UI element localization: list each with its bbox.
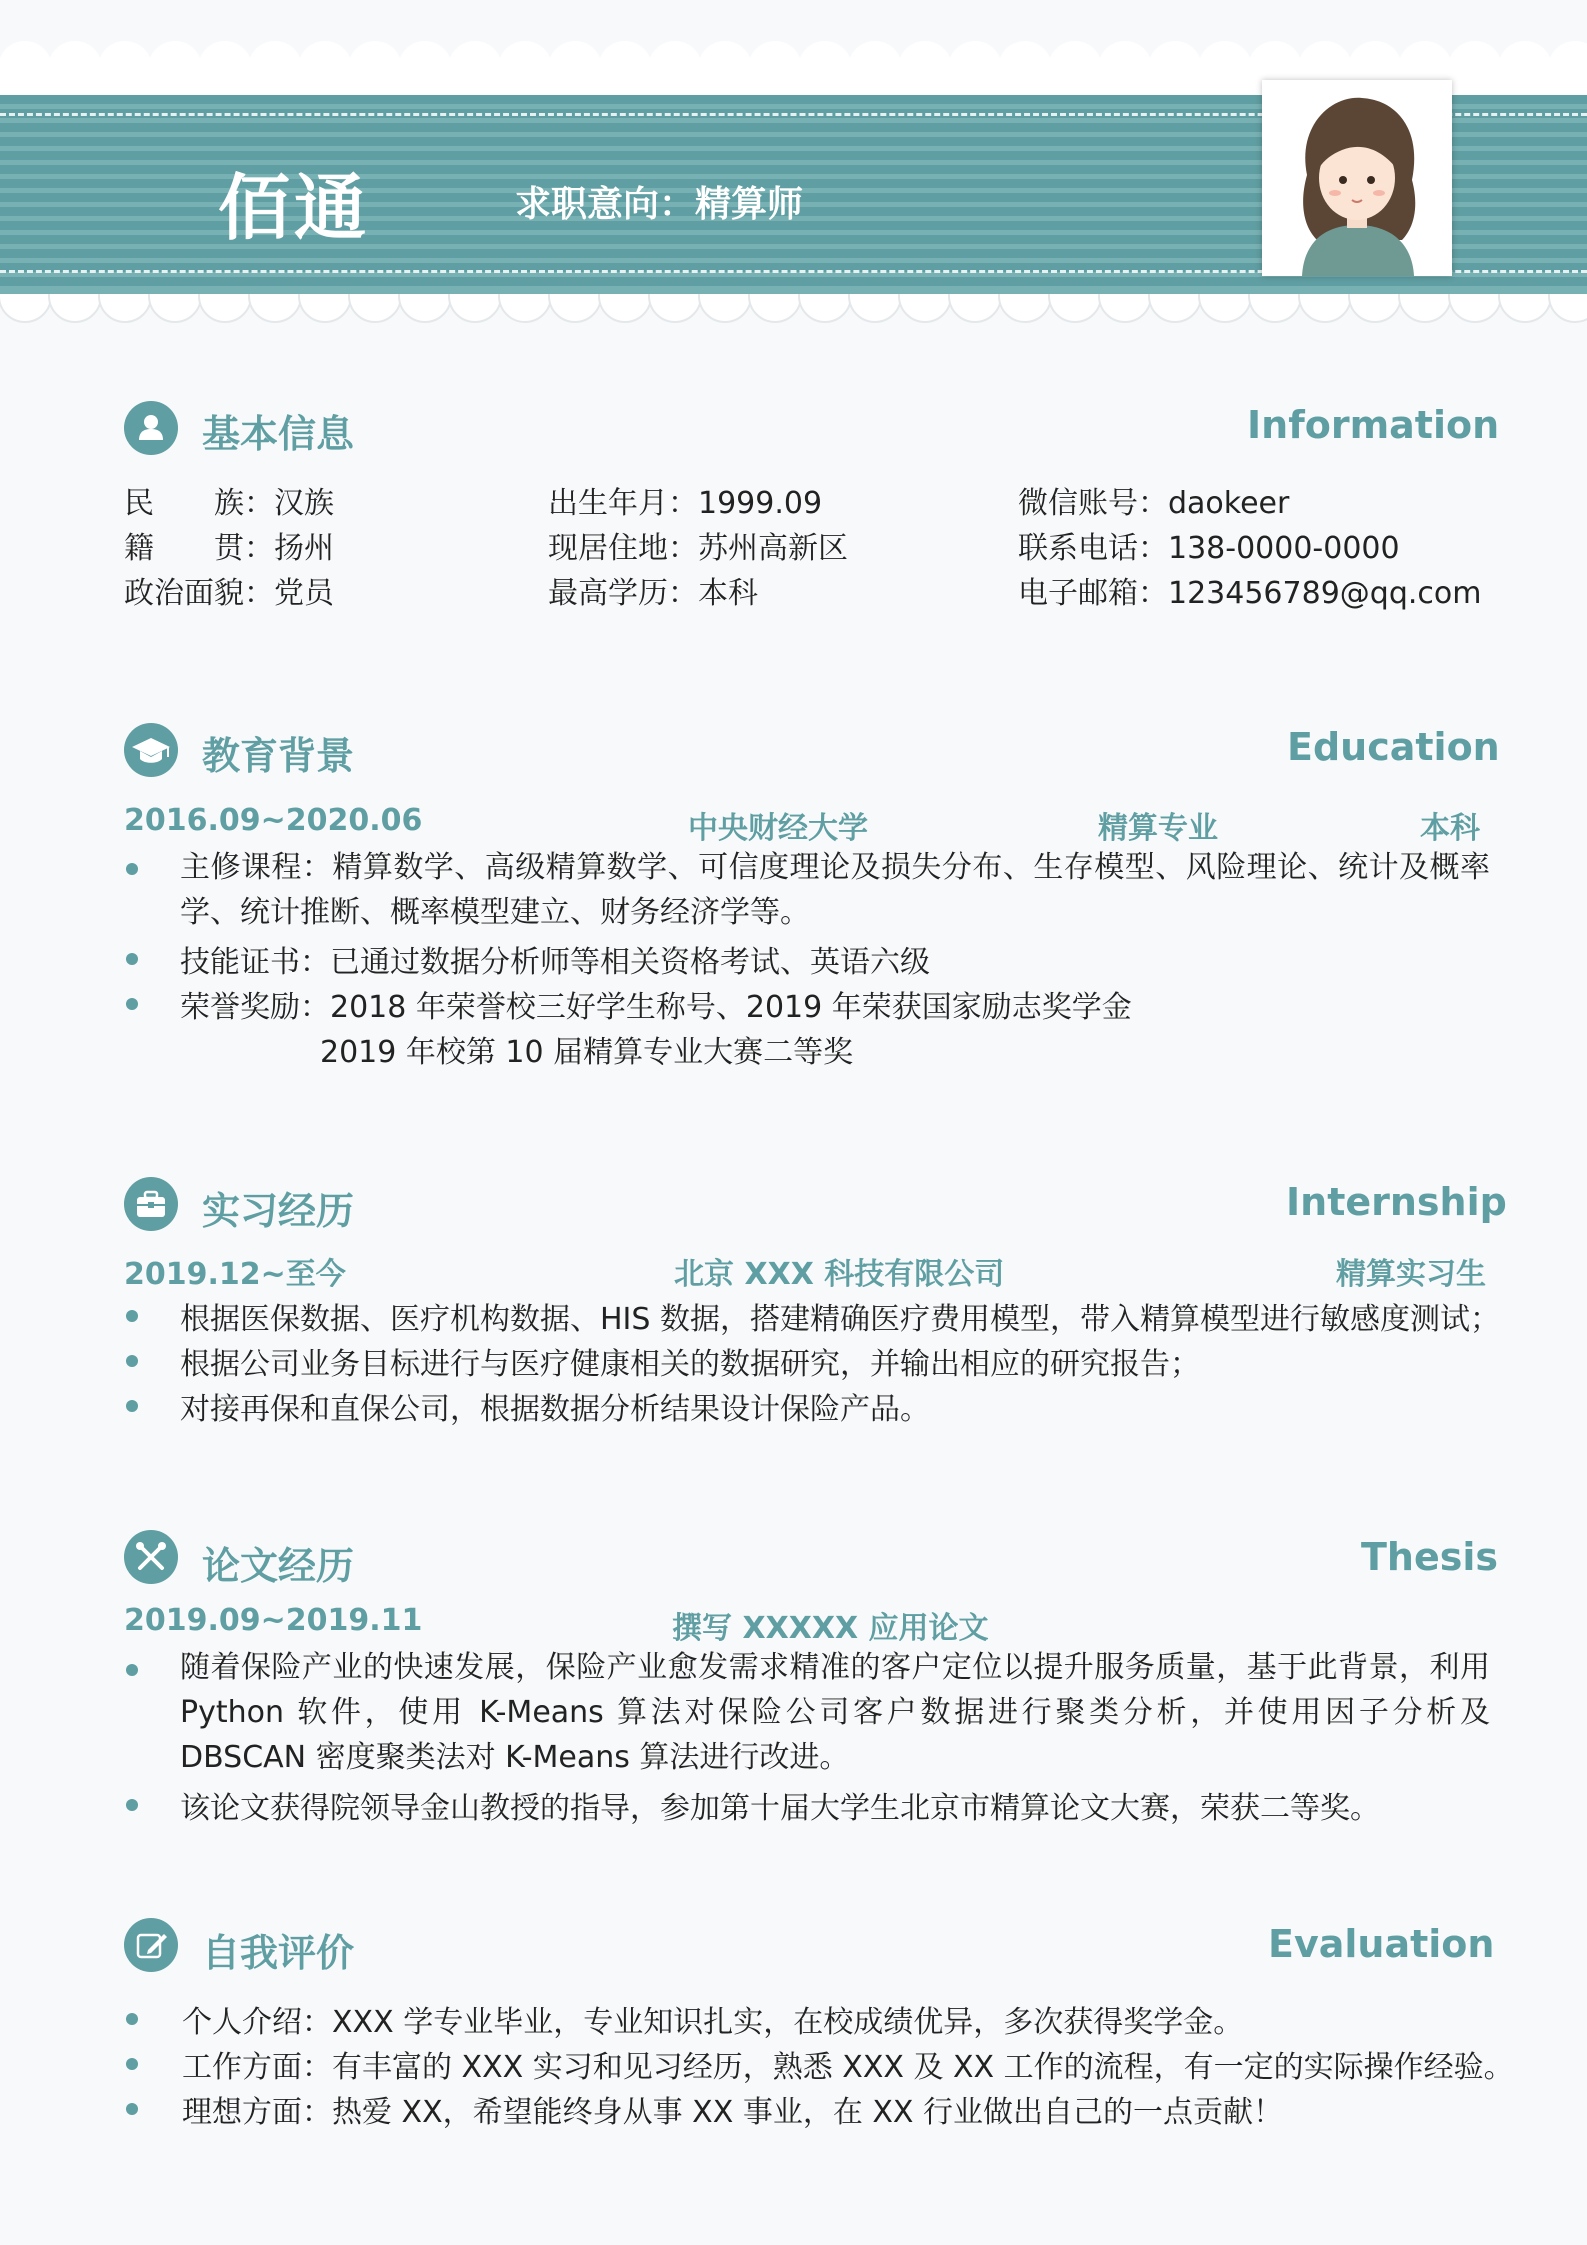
evaluation-item: 个人介绍：XXX 学专业毕业，专业知识扎实，在校成绩优异，多次获得奖学金。 [182,2005,1244,2040]
education-item-courses: 主修课程：精算数学、高级精算数学、可信度理论及损失分布、生存模型、风险理论、统计及概率学、统计推断、概率模型建立、财务经济学等。 [180,850,1490,930]
section-title-info: 基本信息 [202,412,355,456]
bullet-dot [126,1799,138,1811]
education-degree: 本科 [1420,811,1480,846]
bullet-dot [126,2058,138,2070]
internship-item: 根据公司业务目标进行与医疗健康相关的数据研究，并输出相应的研究报告； [180,1347,1200,1382]
edit-icon [124,1918,178,1972]
info-political: 政治面貌：党员 [124,576,334,611]
section-title-thesis-en: Thesis [1361,1535,1499,1579]
evaluation-item: 工作方面：有丰富的 XXX 实习和见习经历，熟悉 XXX 及 XX 工作的流程，有一定的实际操作经验。 [182,2050,1514,2085]
evaluation-item: 理想方面：热爱 XX，希望能终身从事 XX 事业，在 XX 行业做出自己的一点贡献！ [182,2095,1283,2130]
info-degree: 最高学历：本科 [548,576,758,611]
education-item-honors: 荣誉奖励：2018 年荣誉校三好学生称号、2019 年荣获国家励志奖学金 [180,990,1132,1025]
bullet-dot [126,1355,138,1367]
bullet-dot [126,1310,138,1322]
info-birth: 出生年月：1999.09 [548,486,823,521]
header-scallop-bottom [0,290,1587,352]
education-school: 中央财经大学 [688,811,868,846]
internship-role: 精算实习生 [1336,1257,1486,1292]
section-title-evaluation: 自我评价 [202,1931,355,1975]
info-ethnicity: 民 族：汉族 [124,486,334,521]
section-title-education-en: Education [1287,725,1500,769]
info-hometown: 籍 贯：扬州 [124,531,334,566]
education-major: 精算专业 [1098,811,1218,846]
info-wechat: 微信账号：daokeer [1018,486,1290,521]
education-item-certs: 技能证书：已通过数据分析师等相关资格考试、英语六级 [180,945,930,980]
info-residence: 现居住地：苏州高新区 [548,531,848,566]
info-email: 电子邮箱：123456789@qq.com [1018,576,1482,611]
section-title-internship: 实习经历 [202,1189,355,1233]
bullet-dot [126,998,138,1010]
bullet-dot [126,953,138,965]
bullet-dot [126,1400,138,1412]
job-intent: 求职意向：精算师 [515,184,804,225]
education-period: 2016.09~2020.06 [124,803,423,838]
thesis-item-abstract: 随着保险产业的快速发展，保险产业愈发需求精准的客户定位以提升服务质量，基于此背景，利用 Python 软件，使用 K-Means 算法对保险公司客户数据进行聚类分析，并使用因子分析及 DBSCAN 密度聚类法对 K-Means 算法进行改进。 [180,1650,1490,1775]
education-item-honors-extra: 2019 年校第 10 届精算专业大赛二等奖 [320,1035,854,1070]
thesis-period: 2019.09~2019.11 [124,1603,423,1638]
bullet-dot [126,863,138,875]
briefcase-icon [124,1177,178,1231]
user-icon [124,401,178,455]
candidate-name: 佰通 [218,166,371,250]
bullet-dot [126,2013,138,2025]
thesis-item-award: 该论文获得院领导金山教授的指导，参加第十届大学生北京市精算论文大赛，荣获二等奖。 [180,1791,1380,1826]
section-title-info-en: Information [1247,403,1500,447]
thesis-topic: 撰写 XXXXX 应用论文 [672,1611,989,1646]
graduation-cap-icon [124,723,178,777]
bullet-dot [126,2103,138,2115]
section-title-thesis: 论文经历 [202,1544,355,1588]
info-phone: 联系电话：138-0000-0000 [1018,531,1400,566]
avatar-illustration [1262,80,1452,276]
internship-period: 2019.12~至今 [124,1257,346,1292]
section-title-education: 教育背景 [202,734,355,778]
internship-item: 对接再保和直保公司，根据数据分析结果设计保险产品。 [180,1392,930,1427]
tools-icon [124,1530,178,1584]
internship-company: 北京 XXX 科技有限公司 [674,1257,1005,1292]
section-title-evaluation-en: Evaluation [1268,1922,1495,1966]
section-title-internship-en: Internship [1286,1180,1507,1224]
bullet-dot [126,1664,138,1676]
profile-photo [1262,80,1452,276]
internship-item: 根据医保数据、医疗机构数据、HIS 数据，搭建精确医疗费用模型，带入精算模型进行敏感度测试； [180,1302,1500,1337]
